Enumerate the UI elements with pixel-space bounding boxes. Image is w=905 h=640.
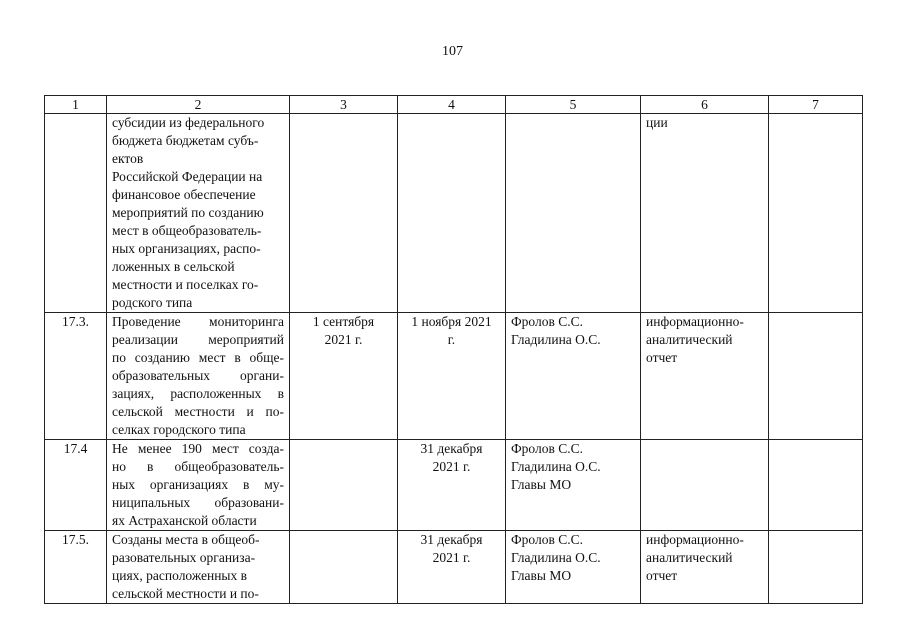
item-description	[107, 114, 290, 313]
description-line: родского типа	[112, 295, 193, 310]
end-date-line: 2021 г.	[432, 550, 471, 565]
table-row	[45, 440, 863, 531]
end-date	[398, 440, 506, 531]
end-date	[398, 313, 506, 440]
result-line: информационно-	[646, 532, 744, 547]
item-number: 17.4	[45, 440, 107, 531]
responsible-line: Фролов С.С.	[511, 441, 583, 456]
end-date-line: 1 ноября 2021	[411, 314, 492, 329]
result	[641, 531, 769, 604]
description-line: Созданы места в общеоб-	[112, 532, 260, 547]
page-number: 107	[442, 44, 463, 59]
description-line: ях Астраханской области	[112, 513, 257, 528]
start-date	[290, 313, 398, 440]
description-line: мероприятий по созданию	[112, 205, 264, 220]
end-date-line: 31 декабря	[420, 532, 483, 547]
result	[641, 313, 769, 440]
responsible	[506, 531, 641, 604]
description-line: финансовое обеспечение	[112, 187, 256, 202]
result-line: отчет	[646, 568, 678, 583]
responsible	[506, 114, 641, 313]
column-header: 3	[290, 96, 398, 114]
description-line: местности и поселках го-	[112, 277, 259, 292]
note	[769, 313, 863, 440]
description-line: реализации мероприятий	[112, 332, 284, 347]
item-description	[107, 313, 290, 440]
description-line: субсидии из федерального	[112, 115, 265, 130]
column-header: 5	[506, 96, 641, 114]
description-line: зациях, расположенных в	[112, 386, 284, 401]
description-line: ных организациях в му-	[112, 477, 284, 492]
description-line: Проведение мониторинга	[112, 314, 284, 329]
start-date	[290, 531, 398, 604]
column-header: 1	[45, 96, 107, 114]
item-number: 17.3.	[45, 313, 107, 440]
result-line: аналитический	[646, 332, 733, 347]
end-date-line: 2021 г.	[432, 459, 471, 474]
note	[769, 440, 863, 531]
description-line: селках городского типа	[112, 422, 246, 437]
description-line: ниципальных образовани-	[112, 495, 284, 510]
description-line: образовательных органи-	[112, 368, 284, 383]
start-date	[290, 114, 398, 313]
responsible-line: Фролов С.С.	[511, 314, 583, 329]
start-date-line: 1 сентября	[312, 314, 375, 329]
column-header: 4	[398, 96, 506, 114]
result-line: ции	[646, 115, 668, 130]
note	[769, 531, 863, 604]
start-date-line: 2021 г.	[324, 332, 363, 347]
description-line: Не менее 190 мест созда-	[112, 441, 284, 456]
item-description	[107, 531, 290, 604]
table-row	[45, 313, 863, 440]
responsible-line: Гладилина О.С.	[511, 332, 601, 347]
column-header: 7	[769, 96, 863, 114]
description-line: Российской Федерации на	[112, 169, 263, 184]
result-line: аналитический	[646, 550, 733, 565]
header-row	[45, 96, 863, 114]
table-row	[45, 114, 863, 313]
description-line: но в общеобразователь-	[112, 459, 284, 474]
end-date	[398, 531, 506, 604]
description-line: мест в общеобразователь-	[112, 223, 262, 238]
description-line: бюджета бюджетам субъ-	[112, 133, 259, 148]
result	[641, 440, 769, 531]
result-line: информационно-	[646, 314, 744, 329]
start-date	[290, 440, 398, 531]
description-line: разовательных организа-	[112, 550, 256, 565]
responsible-line: Главы МО	[511, 477, 572, 492]
responsible-line: Гладилина О.С.	[511, 459, 601, 474]
end-date-line: г.	[447, 332, 456, 347]
end-date	[398, 114, 506, 313]
table-row	[45, 531, 863, 604]
responsible-line: Главы МО	[511, 568, 572, 583]
responsible-line: Гладилина О.С.	[511, 550, 601, 565]
description-line: сельской местности и по-	[112, 404, 284, 419]
description-line: циях, расположенных в	[112, 568, 247, 583]
column-header: 2	[107, 96, 290, 114]
description-line: ложенных в сельской	[112, 259, 235, 274]
result-line: отчет	[646, 350, 678, 365]
description-line: сельской местности и по-	[112, 586, 259, 601]
measures-table	[44, 95, 863, 604]
column-header: 6	[641, 96, 769, 114]
description-line: ектов	[112, 151, 144, 166]
responsible	[506, 440, 641, 531]
description-line: ных организациях, распо-	[112, 241, 261, 256]
end-date-line: 31 декабря	[420, 441, 483, 456]
result	[641, 114, 769, 313]
responsible-line: Фролов С.С.	[511, 532, 583, 547]
description-line: по созданию мест в обще-	[112, 350, 284, 365]
item-description	[107, 440, 290, 531]
note	[769, 114, 863, 313]
item-number: 17.5.	[45, 531, 107, 604]
item-number	[45, 114, 107, 313]
responsible	[506, 313, 641, 440]
